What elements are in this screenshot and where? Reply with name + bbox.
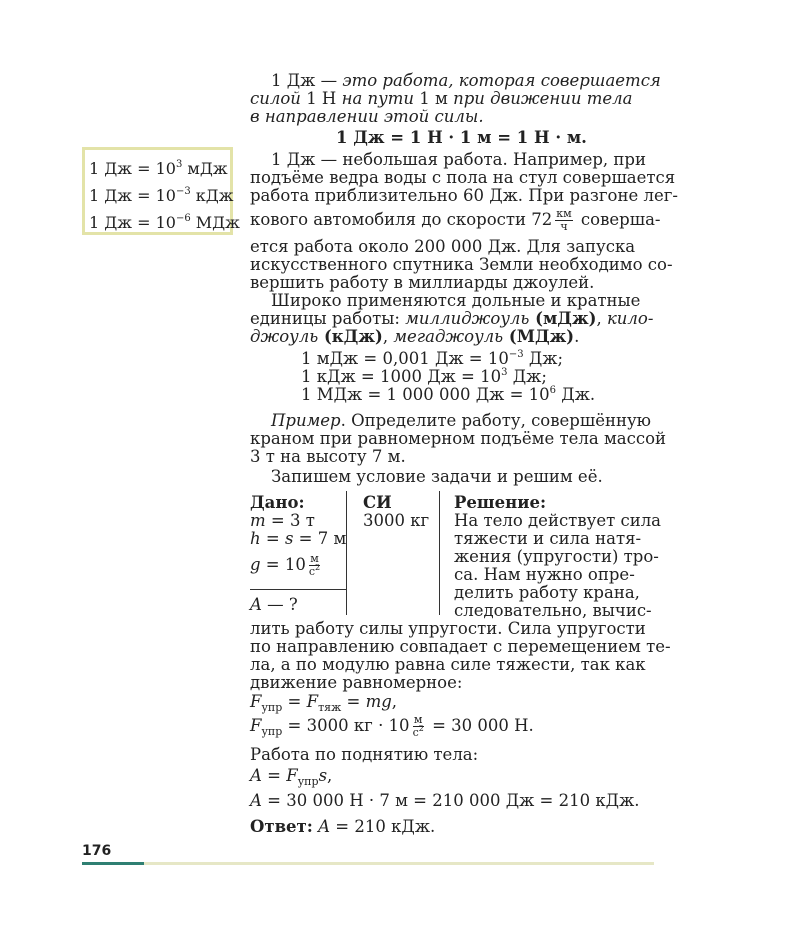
unit-name: джоуль — [250, 327, 319, 346]
fraction-numerator: км — [556, 207, 572, 220]
footer-rule — [82, 862, 654, 865]
conversion-text: 1 Дж = 10 — [89, 213, 176, 232]
find-quantity — [250, 596, 298, 614]
definition-text: силой — [250, 89, 307, 108]
given-value: = 10 — [260, 555, 306, 574]
speed-unit-fraction — [555, 208, 572, 233]
exponent: −3 — [508, 349, 524, 360]
subscript: тяж — [318, 701, 342, 714]
example-line: Запишем условие задачи и решим её. — [271, 467, 603, 486]
paragraph-text: единицы работы: — [250, 309, 406, 328]
solution-header: Решение: — [454, 493, 547, 512]
variable: F — [250, 716, 262, 735]
definition-value: 1 м — [419, 89, 448, 108]
force-calculation — [250, 711, 534, 741]
unit: с — [412, 726, 419, 739]
paragraph-text: кового автомобиля до скорости 72 — [250, 210, 553, 229]
variable: F — [306, 692, 319, 711]
paragraph-line: работа приблизительно 60 Дж. При разгоне лег- — [250, 186, 678, 205]
definition-value: 1 Н — [306, 89, 337, 108]
solution-line: са. Нам нужно опре- — [454, 565, 635, 584]
acceleration-unit-fraction — [413, 714, 424, 739]
find-text: — ? — [261, 595, 298, 614]
definition-text: при движении тела — [447, 89, 633, 108]
given-mass — [250, 512, 315, 530]
equation-text: = 30 000 Н · 7 м = 210 000 Дж = 210 кДж. — [261, 791, 640, 810]
subscript: упр — [297, 775, 319, 788]
si-value: 3000 кг — [363, 511, 430, 530]
fraction-denominator — [412, 724, 424, 739]
conversion-row — [89, 186, 234, 205]
paragraph-text: , — [382, 327, 394, 346]
footer-accent — [82, 862, 144, 865]
answer-line — [250, 818, 435, 836]
paragraph-text: совершa- — [575, 210, 661, 229]
given-value: = 3 т — [265, 511, 315, 530]
variable: h — [250, 529, 261, 548]
solution-line: тяжести и сила натя- — [454, 529, 642, 548]
subscript: упр — [261, 725, 283, 738]
paragraph-line: подъёме ведра воды с пола на стул совершается — [250, 168, 676, 187]
solution-line: ла, а по модулю равна силе тяжести, так как — [250, 655, 646, 674]
solution-line: делить работу крана, — [454, 583, 640, 602]
exponent: 3 — [175, 159, 183, 170]
variable: F — [250, 692, 262, 711]
variable: F — [286, 766, 298, 785]
equals: = — [341, 692, 366, 711]
unit-name: кило- — [606, 309, 654, 328]
definition-line-1 — [271, 72, 661, 90]
equation-text: Дж. — [556, 385, 596, 404]
page-number: 176 — [82, 843, 112, 859]
paragraph-line: Широко применяются дольные и кратные — [271, 291, 641, 310]
exponent: 3 — [501, 367, 508, 378]
conversion-text: 1 Дж = 10 — [89, 159, 176, 178]
variable: g — [250, 555, 261, 574]
variable: s — [318, 766, 328, 785]
punctuation: , — [327, 766, 333, 785]
variable: A — [250, 766, 262, 785]
variable: A — [318, 817, 331, 836]
fraction-denominator: ч — [560, 220, 568, 233]
example-line — [271, 412, 651, 430]
paragraph-line — [250, 310, 653, 328]
solution-line: следовательно, вычис- — [454, 601, 652, 620]
table-divider — [346, 491, 347, 615]
equation-text: Дж; — [523, 349, 564, 368]
work-calculation — [250, 792, 640, 810]
fraction-numerator: м — [310, 552, 319, 565]
conversion-row — [89, 159, 228, 178]
example-label: Пример — [271, 411, 341, 430]
equation-text: = 3000 кг · 10 — [282, 716, 410, 735]
variable: mg — [365, 692, 392, 711]
conversion-unit: кДж — [190, 186, 234, 205]
equation-text: = 30 000 Н. — [426, 716, 534, 735]
equation-text: 1 мДж = 0,001 Дж = 10 — [301, 349, 509, 368]
solution-line: движение равномерное: — [250, 673, 463, 692]
variable: A — [250, 791, 262, 810]
equals: = — [260, 529, 285, 548]
force-equation — [250, 692, 398, 714]
fraction-numerator: м — [413, 713, 423, 726]
paragraph-text: . — [574, 327, 580, 346]
unit-abbr: (мДж) — [529, 309, 597, 328]
exponent: 6 — [549, 385, 557, 396]
equals: = — [282, 692, 307, 711]
unit: с — [308, 565, 316, 578]
unit-abbr: (кДж) — [318, 327, 383, 346]
exponent: 2 — [315, 563, 321, 572]
acceleration-unit-fraction — [309, 553, 320, 578]
given-value: = 7 м — [293, 529, 347, 548]
definition-text: на пути — [336, 89, 420, 108]
answer-value: = 210 кДж. — [330, 817, 436, 836]
unit-equation — [301, 350, 563, 368]
unit-abbr: (МДж) — [503, 327, 575, 346]
solution-line: жения (упругости) тро- — [454, 547, 659, 566]
si-header: СИ — [363, 493, 392, 512]
equation-text: 1 кДж = 1000 Дж = 10 — [301, 367, 502, 386]
paragraph-line — [250, 205, 660, 235]
exponent: 2 — [418, 724, 424, 733]
variable: s — [284, 529, 294, 548]
solution-line: На тело действует сила — [454, 511, 662, 530]
exponent: −3 — [175, 186, 191, 197]
definition-line-3: в направлении этой силы. — [250, 107, 484, 126]
unit-name: миллиджоуль — [405, 309, 530, 328]
example-text: . Определите работу, совершённую — [340, 411, 652, 430]
work-label: Работа по поднятию тела: — [250, 745, 479, 764]
punctuation: , — [391, 692, 398, 711]
paragraph-line — [250, 328, 579, 346]
table-divider — [250, 589, 346, 590]
fraction-denominator — [308, 563, 321, 578]
unit-name: мегаджоуль — [393, 327, 504, 346]
solution-line: лить работу силы упругости. Сила упругости — [250, 619, 646, 638]
paragraph-line: 1 Дж — небольшая работа. Например, при — [271, 150, 646, 169]
unit-conversion-box — [82, 147, 240, 235]
conversion-row — [89, 213, 240, 232]
definition-term: 1 Дж — — [271, 71, 343, 90]
conversion-text: 1 Дж = 10 — [89, 186, 176, 205]
definition-formula: 1 Дж = 1 Н · 1 м = 1 Н · м. — [336, 128, 587, 147]
paragraph-line: вершить работу в миллиарды джоулей. — [250, 273, 595, 292]
exponent: −6 — [175, 213, 191, 224]
unit-equation — [301, 368, 547, 386]
definition-text: это работа, которая совершается — [342, 71, 661, 90]
paragraph-text: , — [596, 309, 607, 328]
definition-line-2 — [250, 90, 632, 108]
conversion-unit: мДж — [182, 159, 228, 178]
work-equation — [250, 766, 333, 788]
example-line: краном при равномерном подъёме тела массой — [250, 429, 667, 448]
given-header: Дано: — [250, 493, 305, 512]
paragraph-line: искусственного спутника Земли необходимо со- — [250, 255, 673, 274]
equals: = — [261, 766, 287, 785]
unit-equation — [301, 386, 595, 404]
conversion-unit: МДж — [190, 213, 240, 232]
table-divider — [439, 491, 440, 615]
subscript: упр — [261, 701, 283, 714]
example-line: 3 т на высоту 7 м. — [250, 447, 406, 466]
paragraph-line: ется работа около 200 000 Дж. Для запуска — [250, 237, 636, 256]
equation-text: Дж; — [507, 367, 547, 386]
solution-line: по направлению совпадает с перемещением те- — [250, 637, 671, 656]
variable: m — [250, 511, 266, 530]
given-gravity — [250, 550, 323, 580]
variable: A — [250, 595, 262, 614]
answer-label: Ответ: — [250, 817, 313, 836]
given-height — [250, 530, 346, 548]
equation-text: 1 МДж = 1 000 000 Дж = 10 — [301, 385, 550, 404]
